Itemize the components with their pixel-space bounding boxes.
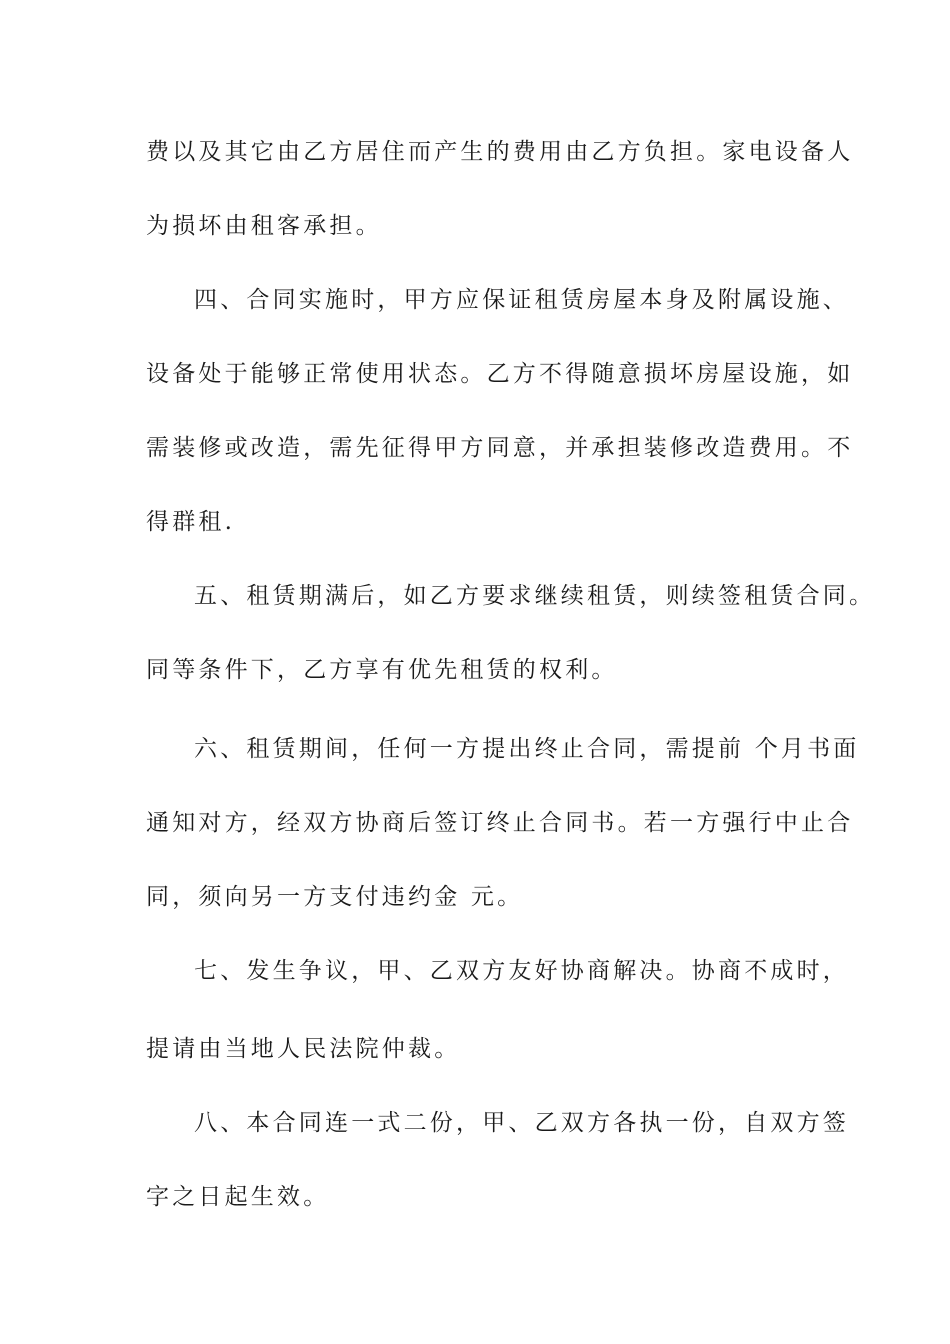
text-line: 设备处于能够正常使用状态。乙方不得随意损坏房屋设施，如 [146, 361, 854, 387]
text-line: 同等条件下，乙方享有优先租赁的权利。 [146, 657, 618, 683]
text-line: 同，须向另一方支付违约金 元。 [146, 884, 524, 910]
text-line: 提请由当地人民法院仲裁。 [146, 1036, 461, 1062]
text-line: 通知对方，经双方协商后签订终止合同书。若一方强行中止合 [146, 810, 854, 836]
clause-6-heading-line: 六、租赁期间，任何一方提出终止合同，需提前 个月书面 [194, 736, 860, 762]
clause-8-heading-line: 八、本合同连一式二份，甲、乙双方各执一份，自双方签 [194, 1110, 849, 1136]
text-line: 费以及其它由乙方居住而产生的费用由乙方负担。家电设备人 [146, 139, 854, 165]
clause-5-heading-line: 五、租赁期满后，如乙方要求继续租赁，则续签租赁合同。 [194, 583, 876, 609]
text-line: 为损坏由租客承担。 [146, 213, 382, 239]
clause-7-heading-line: 七、发生争议，甲、乙双方友好协商解决。协商不成时， [194, 958, 849, 984]
text-line: 需装修或改造，需先征得甲方同意，并承担装修改造费用。不 [146, 435, 854, 461]
clause-4-heading-line: 四、合同实施时，甲方应保证租赁房屋本身及附属设施、 [194, 287, 849, 313]
text-line: 字之日起生效。 [146, 1184, 330, 1210]
text-line: 得群租. [146, 509, 236, 535]
